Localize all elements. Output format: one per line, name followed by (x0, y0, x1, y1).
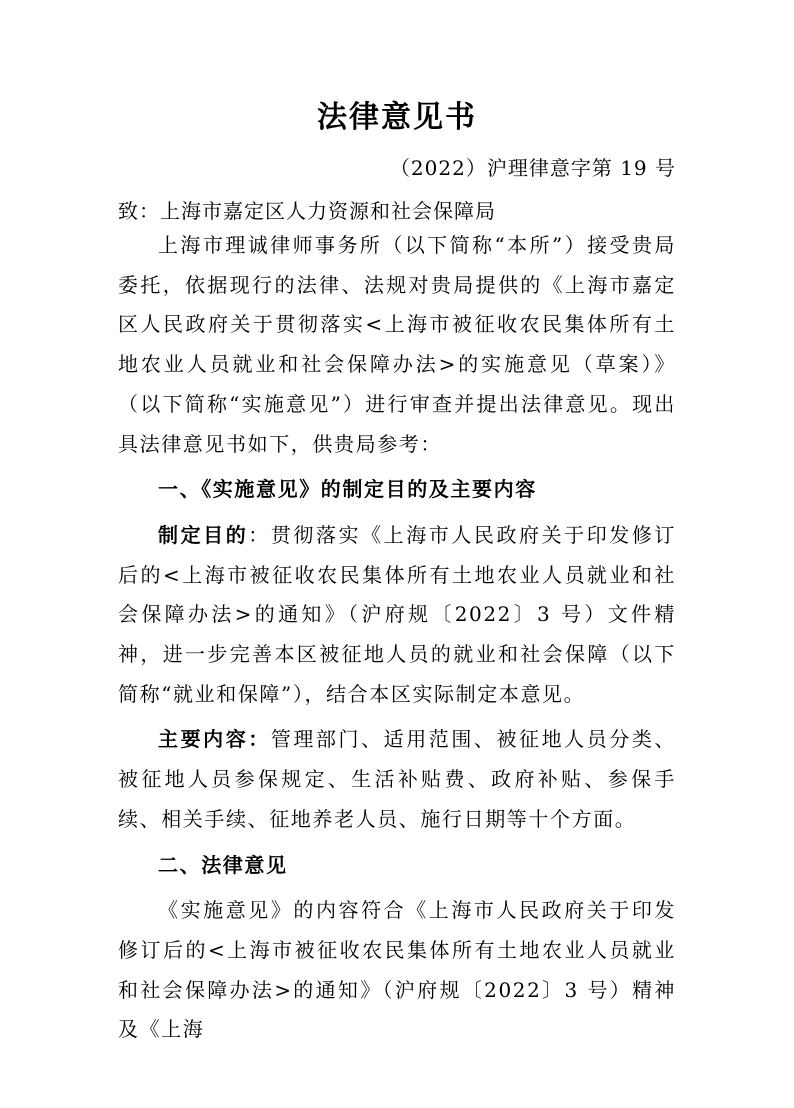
content-label: 主要内容： (158, 727, 271, 752)
intro-paragraph: 上海市理诚律师事务所（以下简称“本所”）接受贵局委托，依据现行的法律、法规对贵局提供的《上海市嘉定区人民政府关于贯彻落实<上海市被征收农民集体所有土地农业人员就业和社会保障办法>的实施意见（草案）》（以下简称“实施意见”）进行审查并提出法律意见。现出具法律意见书如下，供贵局参考： (118, 233, 676, 456)
section-heading-2: 二、法律意见 (158, 852, 288, 877)
content-paragraph (118, 720, 676, 839)
section-heading-1: 一、《实施意见》的制定目的及主要内容 (158, 477, 537, 502)
purpose-paragraph (118, 516, 676, 715)
purpose-label: 制定目的 (158, 522, 249, 547)
document-title: 法律意见书 (317, 100, 477, 135)
addressee-line: 致：上海市嘉定区人力资源和社会保障局 (118, 199, 496, 223)
content-text: 管理部门、适用范围、被征地人员分类、被征地人员参保规定、生活补贴费、政府补贴、参保手续、相关手续、征地养老人员、施行日期等十个方面。 (118, 727, 676, 831)
purpose-text: ：贯彻落实《上海市人民政府关于印发修订后的<上海市被征收农民集体所有土地农业人员就业和社会保障办法>的通知》（沪府规〔2022〕3 号）文件精神，进一步完善本区被征地人员的就业和社会保障（以下简称“就业和保障”），结合本区实际制定本意见。 (118, 522, 677, 706)
legal-opinion-paragraph: 《实施意见》的内容符合《上海市人民政府关于印发修订后的<上海市被征收农民集体所有土地农业人员就业和社会保障办法>的通知》（沪府规〔2022〕3 号）精神及《上海 (118, 898, 676, 1042)
document-body (118, 226, 676, 1050)
document-number: （2022）沪理律意字第 19 号 (389, 156, 676, 180)
